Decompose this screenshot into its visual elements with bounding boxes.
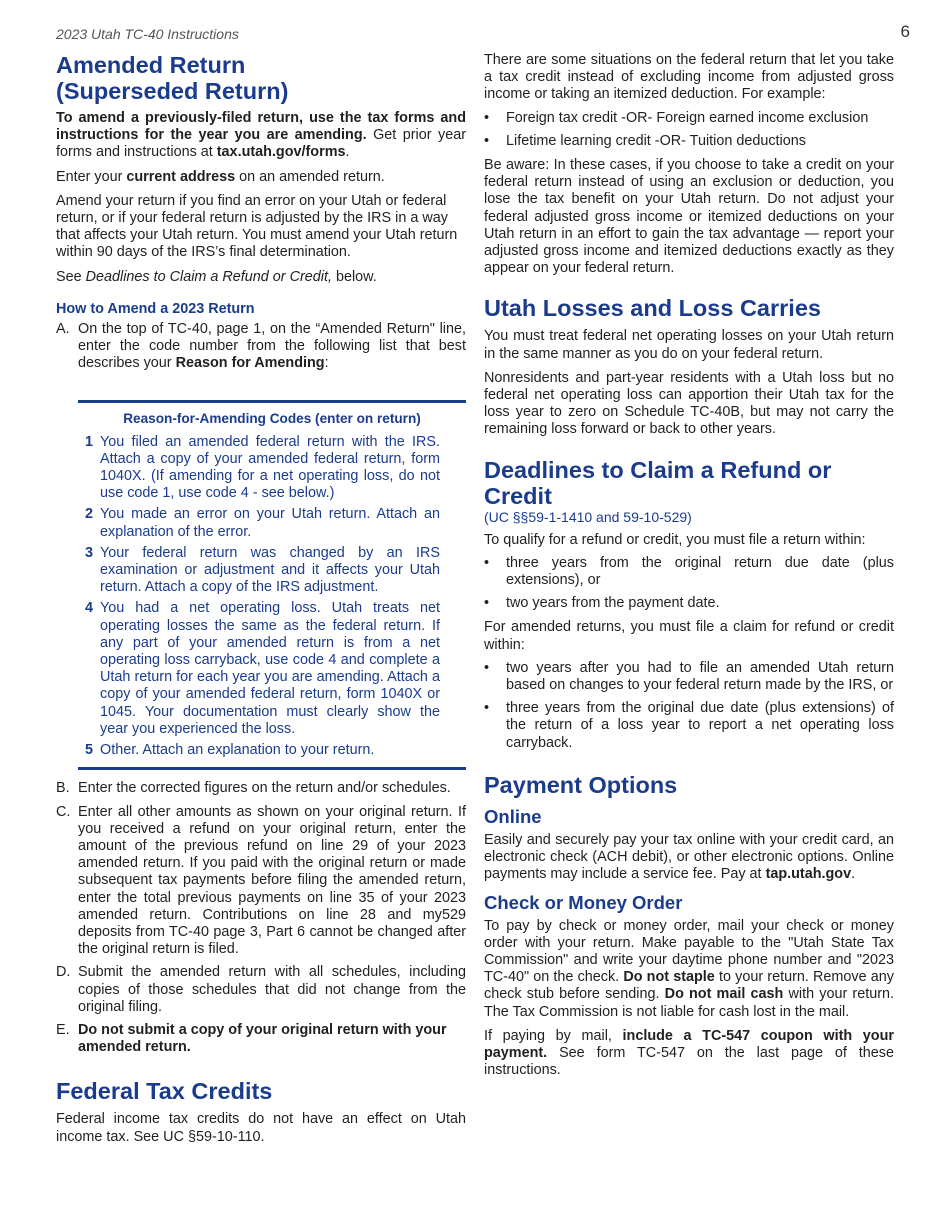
forms-link[interactable]: tax.utah.gov/forms <box>216 144 346 161</box>
reason-code-row <box>78 545 466 597</box>
reason-code-number: 1 <box>84 433 93 450</box>
be-aware-paragraph: Be aware: In these cases, if you choose to take a credit on your federal return instead of using an exclusion or deduction, you lose the tax benefit on your Utah return. Do not adjust your federal adjusted gross income or itemized deductions on your Utah return in an effort to gain the tax advantage — report your adjusted gross income and itemized deductions exactly as they appear on your federal return. <box>484 157 894 277</box>
bullet-icon: • <box>484 700 490 717</box>
reason-code-text: You filed an amended federal return with the IRS. Attach a copy of your amended federal return, form 1040X. (If amending for a net operating loss, do not use code 1, use code 4 - see below.) <box>100 433 440 502</box>
step-e-letter: E. <box>56 1021 70 1038</box>
mail-bold: include a TC-547 coupon with your payment. <box>484 1027 894 1061</box>
reason-code-text: You made an error on your Utah return. Attach an explanation of the error. <box>100 506 440 540</box>
see-italic: Deadlines to Claim a Refund or Credit, <box>85 268 332 285</box>
deadline-bullet-text: three years from the original due date (plus extensions) of the return of a loss year to report a net operating loss carryback. <box>506 700 894 751</box>
left-column <box>56 52 466 1146</box>
address-post: on an amended return. <box>235 168 385 185</box>
credit-bullet-text: Lifetime learning credit -OR- Tuition deductions <box>506 132 806 149</box>
deadlines-bullets-2 <box>484 660 894 752</box>
mail-post: See form TC-547 on the last page of these instructions. <box>484 1044 894 1079</box>
see-post: below. <box>331 268 377 285</box>
check-text-3: with your return. The Tax Commission is not liable for cash lost in the mail. <box>484 986 895 1020</box>
step-a-text: On the top of TC-40, page 1, on the “Amended Return" line, enter the code number from the following list that best describes your <box>78 320 466 372</box>
step-d <box>56 964 466 1016</box>
reason-code-text: Your federal return was changed by an IRS examination or adjustment and it affects your Utah return. Attach a copy of the IRS adjustment. <box>100 544 440 596</box>
online-paragraph <box>484 832 894 884</box>
deadlines-citation: (UC §§59-1-1410 and 59-10-529) <box>484 508 692 525</box>
list-item <box>484 700 894 752</box>
deadlines-bullets-1 <box>484 555 894 613</box>
list-item <box>484 110 894 127</box>
losses-paragraph-2: Nonresidents and part-year residents with a Utah loss but no federal net operating loss can apportion their Utah tax for the loss year to zero on Schedule TC-40B, but may not carry the remaining loss forward or back to other years. <box>484 369 894 438</box>
online-text: Easily and securely pay your tax online with your credit card, an electronic check (ACH debit), or other electronic options. Online payments may include a service fee. Pay at <box>484 831 894 883</box>
credits-bullets <box>484 110 894 150</box>
tap-link[interactable]: tap.utah.gov <box>765 866 852 883</box>
check-text-2: to your return. Remove any check stub before sending. <box>484 969 894 1003</box>
reason-code-number: 4 <box>84 600 93 617</box>
reason-code-row <box>78 434 466 503</box>
deadline-bullet-text: two years after you had to file an amended Utah return based on changes to your federal return made by the IRS, or <box>506 659 894 694</box>
step-b-letter: B. <box>56 780 70 797</box>
check-paragraph <box>484 918 894 1021</box>
credits-intro: There are some situations on the federal return that let you take a tax credit instead of excluding income from adjusted gross income or taking an itemized deduction. For example: <box>484 52 894 103</box>
check-text-1: To pay by check or money order, mail your check or money order with your return. Make payable to the "Utah State Tax Commission" and write your daytime phone number and "2023 TC-40" on the check. <box>484 917 894 986</box>
current-address-note <box>56 169 466 186</box>
mail-pre: If paying by mail, <box>484 1027 623 1044</box>
step-a-letter: A. <box>56 320 70 337</box>
how-to-amend-heading: How to Amend a 2023 Return <box>56 300 255 317</box>
list-item <box>484 660 894 694</box>
payment-heading: Payment Options <box>484 771 678 798</box>
amended-intro-bold: To amend a previously-filed return, use the tax forms and instructions for the year you are amending. <box>56 110 466 144</box>
amended-intro-end: . <box>345 144 350 161</box>
right-column <box>484 52 894 1079</box>
step-a-end: : <box>324 355 329 372</box>
step-b <box>56 780 466 797</box>
list-item <box>484 555 894 589</box>
losses-heading: Utah Losses and Loss Carries <box>484 295 821 322</box>
reason-code-row <box>78 506 466 540</box>
reason-code-row <box>78 600 466 738</box>
page-number: 6 <box>900 22 910 41</box>
amended-heading <box>56 52 466 104</box>
reason-code-number: 3 <box>84 544 93 561</box>
bullet-icon: • <box>484 132 490 149</box>
deadline-bullet-text: three years from the original return due date (plus extensions), or <box>506 554 894 589</box>
amended-intro <box>56 110 466 162</box>
reason-codes-title: Reason-for-Amending Codes (enter on return) <box>123 411 421 427</box>
amend-reason-paragraph: Amend your return if you find an error on your Utah or federal return, or if your federal return is adjusted by the IRS in a way that affects your Utah return. You must amend your Utah return within 90 days of the IRS’s final determination. <box>56 192 458 261</box>
see-pre: See <box>56 268 86 285</box>
bullet-icon: • <box>484 659 490 676</box>
see-deadlines <box>56 269 466 286</box>
step-d-letter: D. <box>56 964 71 981</box>
online-heading: Online <box>484 805 542 827</box>
amend-steps-b-e <box>56 780 466 1056</box>
amended-heading-line2: (Superseded Return) <box>56 78 289 104</box>
step-c-letter: C. <box>56 803 71 820</box>
step-a <box>56 321 466 373</box>
address-bold: current address <box>126 168 236 185</box>
step-c-text: Enter all other amounts as shown on your original return. If you received a refund on your original return, enter the amount of the previous refund on line 29 of your 2023 amended return. If you paid with the original return or made subsequent tax payments before filing the amended return, enter the total previous payments on line 35 of your 2023 amended return. Contributions on line 28 and my529 deposits from TC-40 page 3, Part 6 cannot be changed after the original return is filed. <box>78 803 466 958</box>
step-b-text: Enter the corrected figures on the return and/or schedules. <box>78 780 451 797</box>
reason-code-text: Other. Attach an explanation to your return. <box>100 742 375 759</box>
deadline-bullet-text: two years from the payment date. <box>506 595 720 612</box>
step-d-text: Submit the amended return with all schedules, including copies of those schedules that did not change from the original filing. <box>78 964 466 1015</box>
document-title: 2023 Utah TC-40 Instructions <box>56 26 239 42</box>
federal-credits-heading: Federal Tax Credits <box>56 1078 273 1105</box>
bullet-icon: • <box>484 109 490 126</box>
credit-bullet-text: Foreign tax credit -OR- Foreign earned income exclusion <box>506 109 869 126</box>
address-pre: Enter your <box>56 168 127 185</box>
reason-code-number: 5 <box>84 742 93 759</box>
amend-steps-a <box>56 321 466 373</box>
step-a-body <box>78 321 466 373</box>
check-bold-1: Do not staple <box>623 969 715 986</box>
deadlines-heading: Deadlines to Claim a Refund or Credit <box>484 456 832 509</box>
amended-heading-line1: Amended Return <box>56 52 246 78</box>
reason-codes-box <box>78 400 466 770</box>
reason-code-number: 2 <box>84 506 93 523</box>
reason-code-text: You had a net operating loss. Utah treats net operating losses the same as the federal return. If any part of your amended return is from a net operating loss carryback, use code 4 and complete a Utah return for each year you are amending. Attach a copy of your amended federal return, form 1040X or 1045. Your documentation must clearly show the year you experienced the loss. <box>100 600 440 737</box>
check-bold-2: Do not mail cash <box>664 986 784 1003</box>
federal-credits-paragraph: Federal income tax credits do not have an effect on Utah income tax. See UC §59-10-110. <box>56 1111 466 1145</box>
mail-paragraph <box>484 1028 894 1080</box>
bullet-icon: • <box>484 595 490 612</box>
step-c <box>56 804 466 959</box>
step-a-bold: Reason for Amending <box>175 355 325 372</box>
amended-intro-rest: Get prior year forms and instructions at <box>56 127 466 161</box>
deadlines-intro: To qualify for a refund or credit, you must file a return within: <box>484 531 866 548</box>
online-end: . <box>851 866 856 883</box>
list-item <box>484 133 894 150</box>
check-heading: Check or Money Order <box>484 891 683 913</box>
list-item <box>484 595 894 612</box>
reason-code-row <box>78 742 466 759</box>
step-e <box>56 1022 466 1056</box>
bullet-icon: • <box>484 554 490 571</box>
losses-paragraph-1: You must treat federal net operating losses on your Utah return in the same manner as you do on your federal return. <box>484 328 894 362</box>
deadlines-amended-intro: For amended returns, you must file a claim for refund or credit within: <box>484 619 894 653</box>
step-e-bold: Do not submit a copy of your original return with your amended return. <box>78 1021 447 1056</box>
